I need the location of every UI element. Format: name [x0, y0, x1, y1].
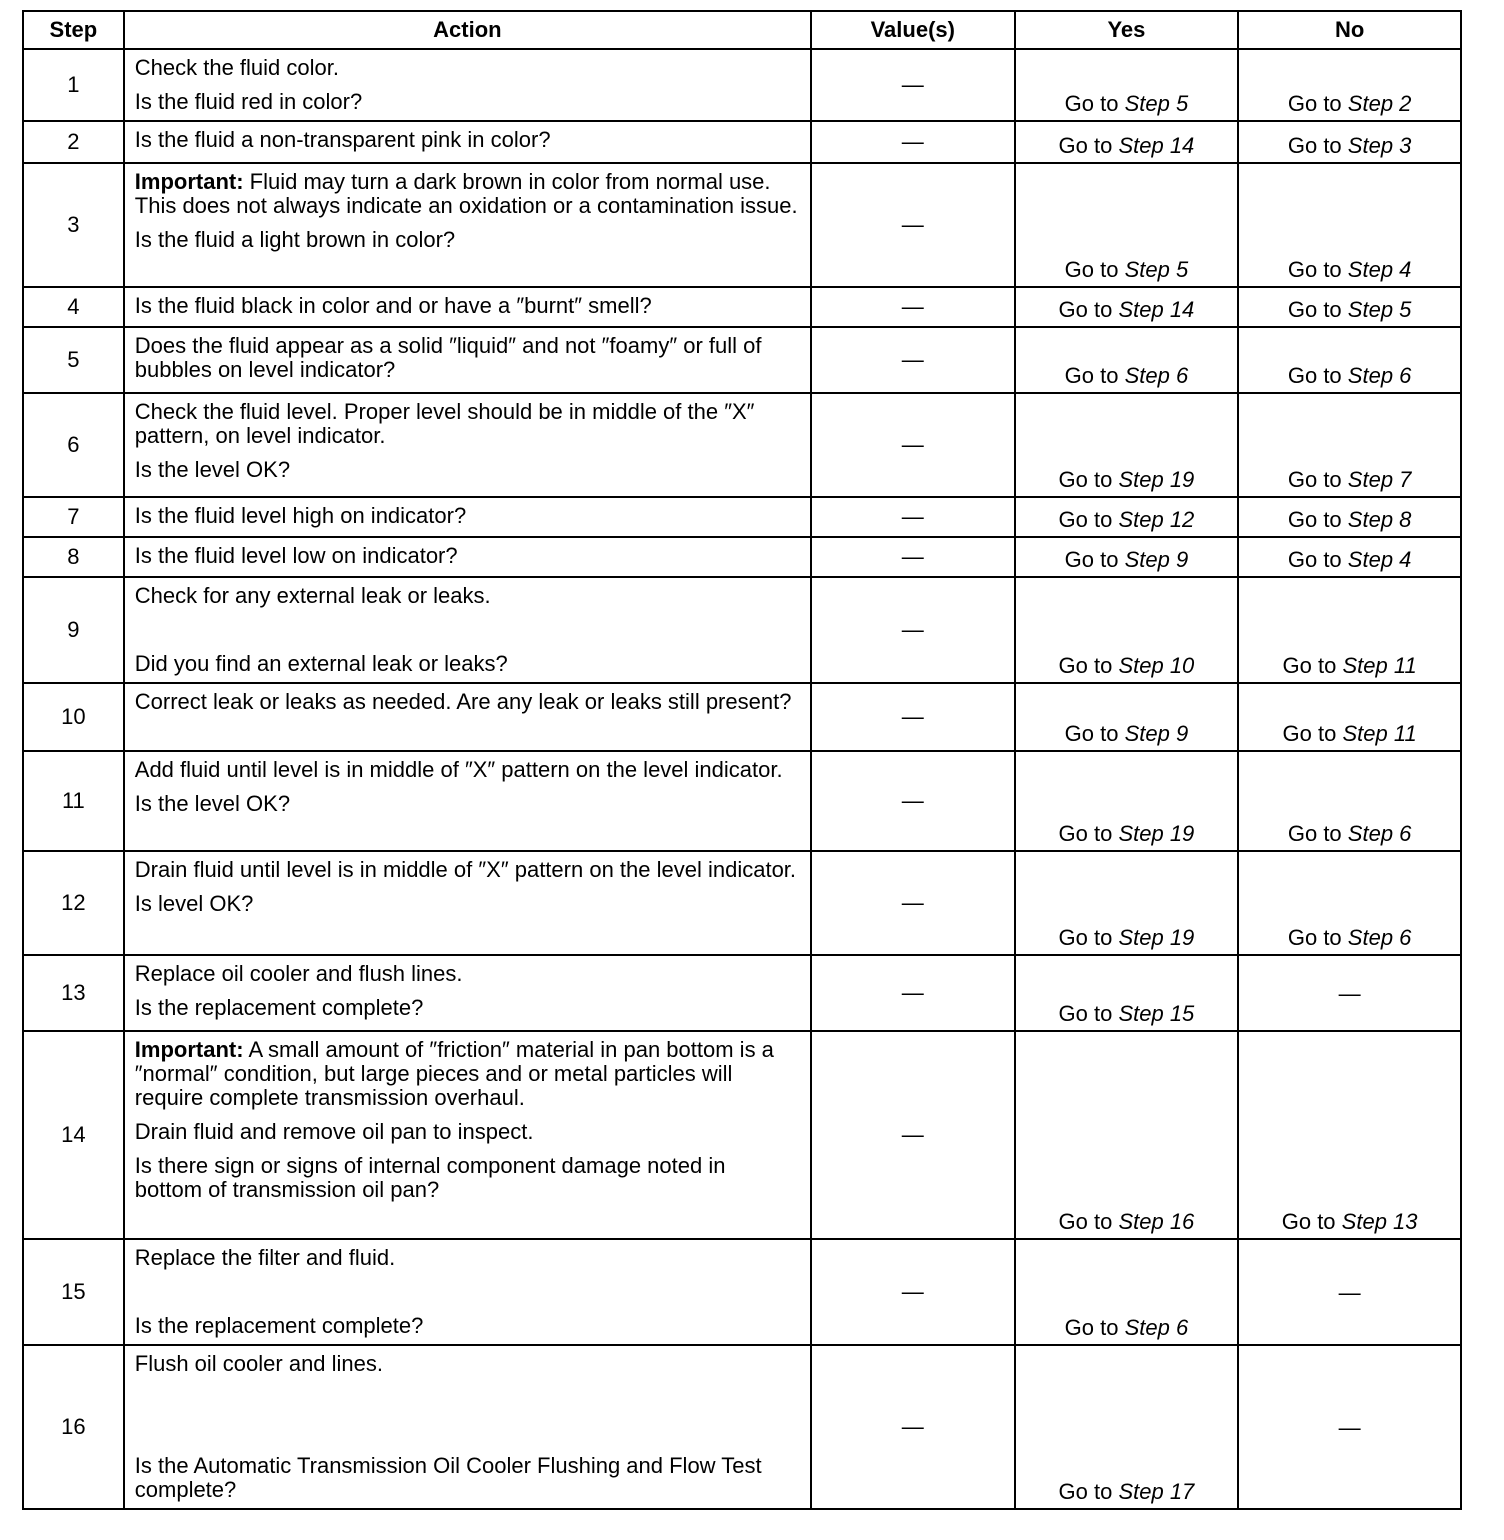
action-cell — [124, 683, 811, 751]
step-number: 11 — [23, 751, 124, 851]
table-row — [23, 327, 1461, 393]
action-cell — [124, 1239, 811, 1345]
step-number: 4 — [23, 287, 124, 327]
goto-prefix: Go to — [1058, 1209, 1113, 1234]
step-number: 5 — [23, 327, 124, 393]
value-cell: — — [811, 537, 1015, 577]
goto-prefix: Go to — [1058, 1479, 1113, 1504]
action-text: Drain fluid and remove oil pan to inspect. — [134, 1119, 534, 1144]
important-label: Important: — [134, 1037, 244, 1062]
header-action: Action — [124, 11, 811, 49]
goto-step-ref: Step 6 — [1347, 925, 1412, 950]
diagnostic-table-sheet — [22, 10, 1462, 1510]
goto-prefix: Go to — [1064, 363, 1119, 388]
value-cell: — — [811, 121, 1015, 163]
goto-prefix: Go to — [1064, 91, 1119, 116]
action-text: Is the fluid black in color and or have a ″burnt″ smell? — [134, 293, 652, 318]
goto-prefix: Go to — [1058, 297, 1113, 322]
no-cell: — — [1238, 1239, 1461, 1345]
value-cell: — — [811, 287, 1015, 327]
action-cell — [124, 163, 811, 287]
table-row — [23, 851, 1461, 955]
step-number: 13 — [23, 955, 124, 1031]
step-number: 14 — [23, 1031, 124, 1239]
goto-prefix: Go to — [1058, 467, 1113, 492]
header-yes: Yes — [1015, 11, 1239, 49]
yes-cell — [1015, 537, 1239, 577]
goto-prefix: Go to — [1064, 721, 1119, 746]
step-number: 8 — [23, 537, 124, 577]
action-cell — [124, 577, 811, 683]
goto-prefix: Go to — [1287, 507, 1342, 532]
goto-prefix: Go to — [1287, 467, 1342, 492]
step-number: 10 — [23, 683, 124, 751]
goto-step-ref: Step 8 — [1347, 507, 1412, 532]
action-cell — [124, 751, 811, 851]
action-text: Check the fluid level. Proper level should be in middle of the ″X″ pattern, on level indicator. — [134, 399, 755, 448]
yes-cell — [1015, 121, 1239, 163]
action-text — [135, 170, 798, 218]
yes-cell — [1015, 327, 1239, 393]
action-text: Is the level OK? — [134, 457, 291, 482]
goto-step-ref: Step 5 — [1124, 257, 1189, 282]
table-row — [23, 537, 1461, 577]
step-number: 15 — [23, 1239, 124, 1345]
goto-prefix: Go to — [1064, 547, 1119, 572]
goto-step-ref: Step 17 — [1118, 1479, 1195, 1504]
no-cell — [1238, 577, 1461, 683]
goto-prefix: Go to — [1287, 257, 1342, 282]
no-cell — [1238, 537, 1461, 577]
yes-cell — [1015, 955, 1239, 1031]
table-row — [23, 955, 1461, 1031]
goto-prefix: Go to — [1287, 363, 1342, 388]
header-no: No — [1238, 11, 1461, 49]
goto-step-ref: Step 4 — [1347, 257, 1412, 282]
value-cell: — — [811, 393, 1015, 497]
action-text — [135, 618, 798, 642]
goto-step-ref: Step 9 — [1124, 721, 1189, 746]
yes-cell — [1015, 1239, 1239, 1345]
goto-prefix: Go to — [1064, 257, 1119, 282]
goto-prefix: Go to — [1058, 133, 1113, 158]
action-text — [135, 1386, 798, 1410]
goto-step-ref: Step 16 — [1118, 1209, 1195, 1234]
goto-step-ref: Step 11 — [1342, 653, 1417, 678]
goto-step-ref: Step 9 — [1124, 547, 1189, 572]
value-cell: — — [811, 1031, 1015, 1239]
step-number: 2 — [23, 121, 124, 163]
no-cell — [1238, 327, 1461, 393]
no-cell — [1238, 751, 1461, 851]
action-cell — [124, 955, 811, 1031]
goto-prefix: Go to — [1058, 653, 1113, 678]
yes-cell — [1015, 393, 1239, 497]
goto-prefix: Go to — [1058, 821, 1113, 846]
action-cell — [124, 287, 811, 327]
value-cell: — — [811, 1239, 1015, 1345]
yes-cell — [1015, 1345, 1239, 1509]
table-row — [23, 49, 1461, 121]
action-text: Drain fluid until level is in middle of ″X″ pattern on the level indicator. — [134, 857, 797, 882]
yes-cell — [1015, 577, 1239, 683]
goto-prefix: Go to — [1287, 133, 1342, 158]
value-cell: — — [811, 327, 1015, 393]
action-text: Is the Automatic Transmission Oil Cooler Flushing and Flow Test complete? — [134, 1453, 762, 1502]
goto-prefix: Go to — [1282, 653, 1337, 678]
header-row — [23, 11, 1461, 49]
diagnostic-table — [22, 10, 1462, 1510]
step-number: 12 — [23, 851, 124, 955]
action-text: Is the fluid a non-transparent pink in color? — [134, 127, 551, 152]
action-cell — [124, 327, 811, 393]
action-cell — [124, 121, 811, 163]
value-cell: — — [811, 683, 1015, 751]
action-text: Correct leak or leaks as needed. Are any leak or leaks still present? — [134, 689, 792, 714]
goto-step-ref: Step 15 — [1118, 1001, 1195, 1026]
action-text: Check the fluid color. — [134, 55, 339, 80]
action-cell — [124, 393, 811, 497]
goto-step-ref: Step 6 — [1347, 363, 1412, 388]
goto-step-ref: Step 6 — [1124, 363, 1189, 388]
action-text: Replace the filter and fluid. — [134, 1245, 396, 1270]
yes-cell — [1015, 751, 1239, 851]
yes-cell — [1015, 287, 1239, 327]
action-text: Check for any external leak or leaks. — [134, 583, 491, 608]
goto-step-ref: Step 5 — [1124, 91, 1189, 116]
table-row — [23, 1239, 1461, 1345]
table-row — [23, 1345, 1461, 1509]
important-label: Important: — [134, 169, 244, 194]
yes-cell — [1015, 163, 1239, 287]
table-row — [23, 577, 1461, 683]
no-cell: — — [1238, 1345, 1461, 1509]
goto-prefix: Go to — [1058, 507, 1113, 532]
important-text: Fluid may turn a dark brown in color from normal use. This does not always indicate an oxidation or a contamination issue. — [134, 169, 798, 218]
action-text: Is the fluid red in color? — [134, 89, 363, 114]
goto-step-ref: Step 12 — [1118, 507, 1195, 532]
step-number: 16 — [23, 1345, 124, 1509]
value-cell: — — [811, 163, 1015, 287]
action-text: Flush oil cooler and lines. — [134, 1351, 384, 1376]
table-row — [23, 497, 1461, 537]
no-cell: — — [1238, 955, 1461, 1031]
value-cell: — — [811, 577, 1015, 683]
action-text: Replace oil cooler and flush lines. — [134, 961, 463, 986]
goto-step-ref: Step 11 — [1342, 721, 1417, 746]
action-cell — [124, 497, 811, 537]
goto-step-ref: Step 10 — [1118, 653, 1195, 678]
step-number: 7 — [23, 497, 124, 537]
goto-step-ref: Step 14 — [1118, 297, 1195, 322]
value-cell: — — [811, 49, 1015, 121]
no-cell — [1238, 683, 1461, 751]
goto-step-ref: Step 14 — [1118, 133, 1195, 158]
action-cell — [124, 537, 811, 577]
yes-cell — [1015, 497, 1239, 537]
goto-prefix: Go to — [1281, 1209, 1336, 1234]
yes-cell — [1015, 1031, 1239, 1239]
action-text: Is the replacement complete? — [134, 1313, 424, 1338]
action-text: Is the fluid level low on indicator? — [134, 543, 458, 568]
table-body — [23, 49, 1461, 1509]
step-number: 6 — [23, 393, 124, 497]
goto-step-ref: Step 19 — [1118, 821, 1195, 846]
goto-prefix: Go to — [1287, 547, 1342, 572]
goto-step-ref: Step 4 — [1347, 547, 1412, 572]
yes-cell — [1015, 851, 1239, 955]
goto-prefix: Go to — [1287, 297, 1342, 322]
table-row — [23, 121, 1461, 163]
no-cell — [1238, 163, 1461, 287]
goto-prefix: Go to — [1058, 925, 1113, 950]
table-row — [23, 163, 1461, 287]
no-cell — [1238, 49, 1461, 121]
action-text — [135, 1038, 798, 1110]
header-values: Value(s) — [811, 11, 1015, 49]
action-text: Add fluid until level is in middle of ″X″ pattern on the level indicator. — [134, 757, 783, 782]
action-text: Is the fluid a light brown in color? — [134, 227, 456, 252]
action-cell — [124, 851, 811, 955]
yes-cell — [1015, 49, 1239, 121]
value-cell: — — [811, 851, 1015, 955]
header-step: Step — [23, 11, 124, 49]
action-text — [135, 1280, 798, 1304]
goto-step-ref: Step 19 — [1118, 467, 1195, 492]
goto-step-ref: Step 13 — [1341, 1209, 1418, 1234]
action-text: Is there sign or signs of internal component damage noted in bottom of transmission oil pan? — [134, 1153, 726, 1202]
goto-prefix: Go to — [1287, 91, 1342, 116]
action-cell — [124, 1031, 811, 1239]
goto-step-ref: Step 6 — [1347, 821, 1412, 846]
table-row — [23, 393, 1461, 497]
step-number: 3 — [23, 163, 124, 287]
action-text: Is the replacement complete? — [134, 995, 424, 1020]
important-text: A small amount of ″friction″ material in pan bottom is a ″normal″ condition, but large pieces and or metal particles will require complete transmission overhaul. — [134, 1037, 774, 1110]
value-cell: — — [811, 497, 1015, 537]
yes-cell — [1015, 683, 1239, 751]
no-cell — [1238, 497, 1461, 537]
table-row — [23, 1031, 1461, 1239]
goto-step-ref: Step 19 — [1118, 925, 1195, 950]
no-cell — [1238, 393, 1461, 497]
no-cell — [1238, 287, 1461, 327]
value-cell: — — [811, 751, 1015, 851]
goto-prefix: Go to — [1282, 721, 1337, 746]
action-cell — [124, 1345, 811, 1509]
goto-step-ref: Step 7 — [1347, 467, 1412, 492]
table-row — [23, 683, 1461, 751]
action-text: Is the level OK? — [134, 791, 291, 816]
action-text: Is level OK? — [134, 891, 254, 916]
goto-step-ref: Step 6 — [1124, 1315, 1189, 1340]
action-text: Is the fluid level high on indicator? — [134, 503, 467, 528]
step-number: 9 — [23, 577, 124, 683]
goto-prefix: Go to — [1287, 821, 1342, 846]
goto-prefix: Go to — [1064, 1315, 1119, 1340]
table-row — [23, 751, 1461, 851]
action-text: Did you find an external leak or leaks? — [134, 651, 508, 676]
goto-prefix: Go to — [1058, 1001, 1113, 1026]
value-cell: — — [811, 1345, 1015, 1509]
value-cell: — — [811, 955, 1015, 1031]
no-cell — [1238, 851, 1461, 955]
no-cell — [1238, 1031, 1461, 1239]
action-cell — [124, 49, 811, 121]
goto-step-ref: Step 2 — [1347, 91, 1412, 116]
goto-prefix: Go to — [1287, 925, 1342, 950]
goto-step-ref: Step 3 — [1347, 133, 1412, 158]
table-row — [23, 287, 1461, 327]
no-cell — [1238, 121, 1461, 163]
action-text — [135, 1420, 798, 1444]
goto-step-ref: Step 5 — [1347, 297, 1412, 322]
step-number: 1 — [23, 49, 124, 121]
action-text: Does the fluid appear as a solid ″liquid″ and not ″foamy″ or full of bubbles on level indicator? — [134, 333, 762, 382]
